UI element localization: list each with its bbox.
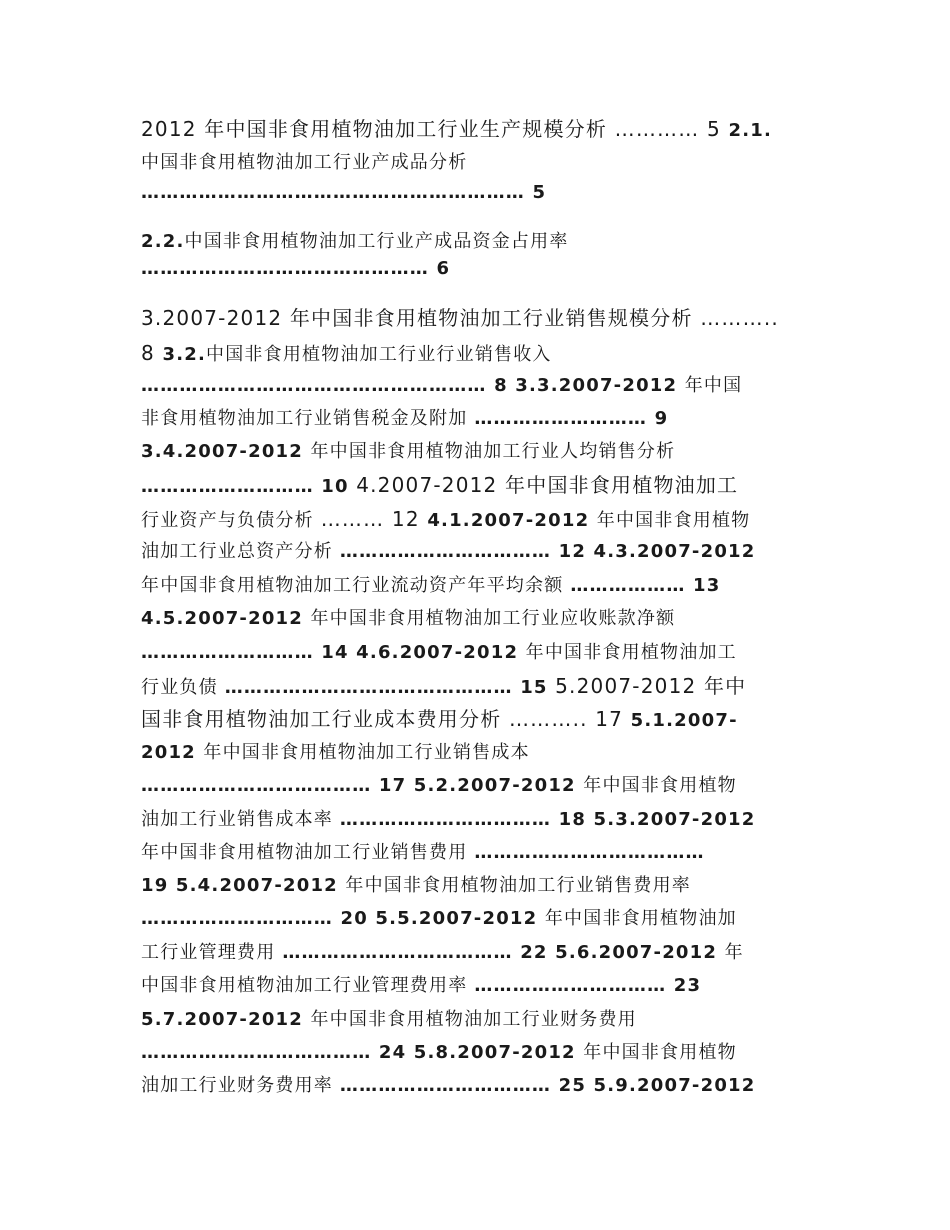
toc-segment: 4.5.2007-2012 bbox=[141, 608, 311, 629]
toc-line bbox=[141, 973, 701, 999]
toc-line bbox=[141, 1073, 756, 1099]
toc-segment: …………………………………………………… 5 bbox=[141, 182, 547, 203]
toc-line bbox=[141, 673, 746, 701]
toc-segment: 5.2007-2012 年中 bbox=[555, 674, 747, 698]
toc-segment: ……………………… 14 4.6.2007-2012 bbox=[141, 642, 526, 663]
toc-segment: ……… 12 bbox=[320, 507, 428, 531]
toc-line bbox=[141, 740, 530, 766]
toc-segment: 年中国非食用植物油加工行业财务费用 bbox=[310, 1009, 637, 1030]
toc-segment: 中国非食用植物油加工行业管理费用率 bbox=[141, 975, 475, 996]
toc-line bbox=[141, 472, 738, 500]
toc-segment: ……….. 17 bbox=[508, 707, 631, 731]
toc-segment: ……………………………… bbox=[474, 842, 705, 863]
toc-line bbox=[141, 180, 546, 206]
toc-segment: 2012 年中国非食用植物油加工行业生产规模分析 bbox=[141, 117, 608, 141]
toc-line bbox=[141, 940, 744, 966]
toc-segment: ……………………………… 17 5.2.2007-2012 bbox=[141, 775, 584, 796]
toc-line bbox=[141, 873, 691, 899]
toc-segment: 年中国非食用植物油加工行业应收账款净额 bbox=[310, 608, 676, 629]
toc-segment: 19 5.4.2007-2012 bbox=[141, 875, 346, 896]
toc-segment: ………………………… 20 5.5.2007-2012 bbox=[141, 908, 545, 929]
toc-line bbox=[141, 305, 779, 333]
toc-segment: 行业资产与负债分析 bbox=[141, 510, 321, 531]
toc-line bbox=[141, 573, 720, 599]
toc-line bbox=[141, 640, 737, 666]
toc-segment: 4.2007-2012 年中国非食用植物油加工 bbox=[356, 473, 739, 497]
toc-line bbox=[141, 340, 552, 368]
toc-segment: 年中国非食用植物 bbox=[583, 1042, 737, 1063]
toc-segment: 年中国非食用植物油加工行业销售成本 bbox=[203, 742, 530, 763]
toc-segment: 油加工行业销售成本率 bbox=[141, 809, 340, 830]
toc-segment: 年中国非食用植物 bbox=[583, 775, 737, 796]
toc-segment: …………………………… 12 4.3.2007-2012 bbox=[339, 541, 756, 562]
toc-segment: …………………………… 25 5.9.2007-2012 bbox=[339, 1075, 756, 1096]
toc-segment: ………… 5 bbox=[607, 117, 729, 141]
toc-segment: ………………………… 23 bbox=[474, 975, 702, 996]
toc-segment: 行业负债 bbox=[141, 677, 225, 698]
toc-segment: …………………………… 18 5.3.2007-2012 bbox=[339, 809, 756, 830]
toc-segment: 8 bbox=[141, 341, 163, 365]
toc-segment: 3.2007-2012 年中国非食用植物油加工行业销售规模分析 bbox=[141, 306, 693, 330]
toc-segment: 4.1.2007-2012 bbox=[427, 510, 597, 531]
toc-line bbox=[141, 1007, 637, 1033]
toc-segment: 中国非食用植物油加工行业产成品资金占用率 bbox=[184, 231, 569, 252]
toc-segment: ……………… 13 bbox=[570, 575, 721, 596]
toc-segment: 年中国非食用植物油加工行业销售费用率 bbox=[345, 875, 691, 896]
toc-line bbox=[141, 373, 742, 399]
toc-segment: 年中国非食用植物油加 bbox=[544, 908, 737, 929]
toc-line bbox=[141, 506, 750, 534]
toc-segment: ……………………………… 22 5.6.2007-2012 bbox=[282, 942, 725, 963]
toc-segment: 3.2. bbox=[162, 344, 207, 365]
toc-line bbox=[141, 406, 668, 432]
toc-segment: 非食用植物油加工行业销售税金及附加 bbox=[141, 408, 475, 429]
toc-line bbox=[141, 773, 737, 799]
toc-line bbox=[141, 150, 467, 176]
toc-segment: 工行业管理费用 bbox=[141, 942, 283, 963]
toc-segment: 年中国 bbox=[684, 375, 743, 396]
toc-segment: ……………………… 9 bbox=[474, 408, 669, 429]
toc-segment: 年 bbox=[724, 942, 744, 963]
toc-segment: ……………………………………… 15 bbox=[224, 677, 556, 698]
toc-segment: 年中国非食用植物 bbox=[596, 510, 751, 531]
toc-line bbox=[141, 1040, 737, 1066]
toc-segment: 油加工行业财务费用率 bbox=[141, 1075, 340, 1096]
toc-segment: 年中国非食用植物油加工行业销售费用 bbox=[141, 842, 475, 863]
toc-line bbox=[141, 229, 569, 255]
toc-segment: 年中国非食用植物油加工 bbox=[525, 642, 737, 663]
toc-line bbox=[141, 439, 675, 465]
toc-segment: ……………………………………… 6 bbox=[141, 258, 451, 279]
toc-segment: ……….. bbox=[692, 306, 779, 330]
toc-segment: 2012 bbox=[141, 742, 204, 763]
toc-segment: ……………………………… 24 5.8.2007-2012 bbox=[141, 1042, 584, 1063]
toc-segment: 3.4.2007-2012 bbox=[141, 441, 311, 462]
toc-line bbox=[141, 116, 772, 144]
toc-line bbox=[141, 606, 675, 632]
toc-segment: 中国非食用植物油加工行业行业销售收入 bbox=[206, 344, 552, 365]
toc-line bbox=[141, 706, 738, 734]
toc-segment: 5.1.2007- bbox=[630, 710, 738, 731]
toc-line bbox=[141, 256, 450, 282]
toc-line bbox=[141, 906, 737, 932]
toc-segment: ……………………………………………… 8 3.3.2007-2012 bbox=[141, 375, 685, 396]
toc-segment: 年中国非食用植物油加工行业流动资产年平均余额 bbox=[141, 575, 571, 596]
toc-segment: 国非食用植物油加工行业成本费用分析 bbox=[141, 707, 509, 731]
toc-segment: ……………………… 10 bbox=[141, 476, 357, 497]
toc-segment: 2.2. bbox=[141, 231, 185, 252]
toc-segment: 油加工行业总资产分析 bbox=[141, 541, 340, 562]
toc-segment: 年中国非食用植物油加工行业人均销售分析 bbox=[310, 441, 676, 462]
toc-segment: 5.7.2007-2012 bbox=[141, 1009, 311, 1030]
toc-segment: 中国非食用植物油加工行业产成品分析 bbox=[141, 152, 468, 173]
toc-line bbox=[141, 807, 756, 833]
toc-line bbox=[141, 539, 756, 565]
toc-line bbox=[141, 840, 705, 866]
toc-segment: 2.1. bbox=[728, 120, 772, 141]
